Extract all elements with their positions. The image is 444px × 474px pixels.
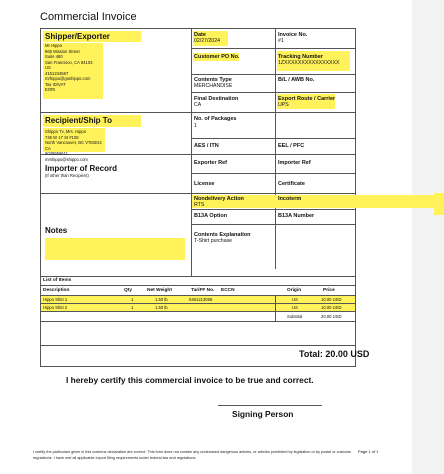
item-description: Hippo Shirt 2 bbox=[43, 305, 68, 310]
importer-heading: Importer of Record bbox=[45, 164, 118, 173]
nondelivery-label: Nondelivery Action bbox=[194, 196, 244, 202]
item-net-weight: 1.50 lb bbox=[155, 305, 168, 310]
column-divider bbox=[275, 29, 276, 269]
importer-ref-label: Importer Ref bbox=[278, 160, 311, 166]
item-qty: 1 bbox=[131, 297, 134, 302]
row-divider bbox=[191, 138, 355, 139]
subtotal-value: 20.00 USD bbox=[321, 314, 342, 319]
row-divider bbox=[191, 173, 355, 174]
subtotal-label: Subtotal bbox=[287, 314, 303, 319]
row-divider bbox=[41, 311, 355, 312]
address-line: 965 Mission Street bbox=[45, 48, 80, 54]
item-qty: 1 bbox=[131, 305, 134, 310]
row-divider bbox=[41, 345, 355, 346]
address-line: CA bbox=[45, 145, 51, 151]
address-line: Shippo Tv, Mrs. Hippo bbox=[45, 129, 87, 134]
date-label: Date bbox=[194, 32, 206, 38]
address-line: US bbox=[45, 65, 51, 70]
footer-declaration: I certify the particulars given in this customs declaration are correct. This form does not contain any undeclared dangerous articles, or articles prohibited by legislation or by postal or customs regulations. I have met all applicable export filing requirements under federal law and regulations. bbox=[33, 450, 351, 460]
invoice-form bbox=[40, 28, 370, 367]
aes-label: AES / ITN bbox=[194, 143, 219, 149]
signing-person: Signing Person bbox=[232, 409, 294, 419]
po-label: Customer PO No. bbox=[194, 54, 240, 60]
item-description: Hippo Shirt 1 bbox=[43, 297, 68, 302]
row-divider bbox=[41, 193, 355, 194]
tracking-label: Tracking Number bbox=[278, 54, 323, 60]
row-divider bbox=[191, 209, 355, 210]
address-line: Mr Hippo bbox=[45, 43, 62, 48]
notes-heading: Notes bbox=[45, 226, 68, 235]
signature-line bbox=[218, 405, 322, 406]
contents-explanation-label: Contents Explanation bbox=[194, 232, 251, 238]
row-divider bbox=[191, 74, 355, 75]
tracking-value: 1ZXXXXXXXXXXXXXXXX bbox=[278, 60, 340, 66]
row-divider bbox=[41, 154, 355, 155]
nondelivery-value: RTS bbox=[194, 202, 205, 208]
column-divider bbox=[191, 29, 192, 276]
certify-statement: I hereby certify this commercial invoice to be true and correct. bbox=[66, 375, 314, 385]
recipient-heading: Recipient/Ship To bbox=[45, 116, 112, 125]
row-divider bbox=[41, 303, 355, 304]
col-origin: Origin bbox=[287, 288, 302, 293]
date-value: 02/27/2024 bbox=[194, 38, 220, 44]
item-origin: US bbox=[292, 297, 298, 302]
col-net-weight: Net Weight bbox=[147, 288, 172, 293]
col-tariff: TariFF No. bbox=[191, 288, 215, 293]
route-value: UPS bbox=[278, 102, 289, 108]
row-divider bbox=[41, 321, 355, 322]
destination-value: CA bbox=[194, 102, 202, 108]
exporter-ref-label: Exporter Ref bbox=[194, 160, 228, 166]
item-price: 10.00 USD bbox=[321, 305, 342, 310]
b13a-option-label: B13A Option bbox=[194, 213, 228, 219]
invoice-total: Total: 20.00 USD bbox=[299, 349, 370, 359]
item-price: 10.00 USD bbox=[321, 297, 342, 302]
item-tariff: 0461213058 bbox=[189, 297, 213, 302]
row-divider bbox=[41, 112, 355, 113]
address-line: 746 W 17 St #108 bbox=[45, 134, 79, 140]
incoterm-label: Incoterm bbox=[278, 196, 302, 202]
column-divider bbox=[275, 295, 276, 321]
contents-label: Contents Type bbox=[194, 77, 232, 83]
destination-label: Final Destination bbox=[194, 96, 239, 102]
address-line: North Vancouver, BC V7M3G4 bbox=[45, 140, 102, 145]
shipper-heading: Shipper/Exporter bbox=[45, 32, 110, 41]
address-line: Suite 480 bbox=[45, 54, 63, 59]
address-line: San Francisco, CA 94103 bbox=[45, 59, 93, 65]
row-divider bbox=[41, 285, 355, 286]
contents-explanation-value: T-Shirt purchase bbox=[194, 238, 233, 244]
margin-highlight bbox=[434, 193, 444, 215]
license-label: License bbox=[194, 181, 215, 187]
col-price: Price bbox=[323, 288, 335, 293]
notes-highlight bbox=[45, 238, 185, 260]
row-divider bbox=[191, 224, 355, 225]
certificate-label: Certificate bbox=[278, 181, 305, 187]
row-divider bbox=[191, 92, 355, 93]
invoice-value: #1 bbox=[278, 38, 284, 44]
email: mrhippo@goshippo.com bbox=[45, 76, 91, 81]
packages-label: No. of Packages bbox=[194, 116, 237, 122]
page-number: Page 1 of 1 bbox=[358, 449, 379, 454]
route-label: Export Route / Carrier bbox=[278, 96, 336, 102]
col-qty: Qty bbox=[124, 288, 132, 293]
row-divider bbox=[41, 276, 355, 277]
contents-value: MERCHANDISE bbox=[194, 83, 233, 89]
tax-id: Tax ID/VAT bbox=[45, 81, 66, 87]
page-title: Commercial Invoice bbox=[40, 11, 137, 23]
item-origin: US bbox=[292, 305, 298, 310]
email: mrshippo@shippo.com bbox=[45, 156, 88, 162]
bl-label: B/L / AWB No. bbox=[278, 77, 315, 83]
packages-value: 1 bbox=[194, 123, 197, 129]
eel-label: EEL / PFC bbox=[278, 143, 305, 149]
row-divider bbox=[191, 48, 355, 49]
phone: 4151234567 bbox=[45, 70, 69, 76]
b13a-number-label: B13A Number bbox=[278, 213, 315, 219]
row-divider bbox=[41, 295, 355, 296]
eori: EORI bbox=[45, 87, 56, 92]
col-description: Description bbox=[43, 288, 70, 293]
item-net-weight: 1.50 lb bbox=[155, 297, 168, 302]
col-eccn: ECCN bbox=[221, 288, 235, 293]
phone: 6048656611 bbox=[45, 151, 68, 156]
importer-subtitle: (If other than Recipient) bbox=[45, 173, 89, 178]
invoice-label: Invoice No. bbox=[278, 32, 308, 38]
items-section-label: List of Items bbox=[43, 278, 72, 283]
